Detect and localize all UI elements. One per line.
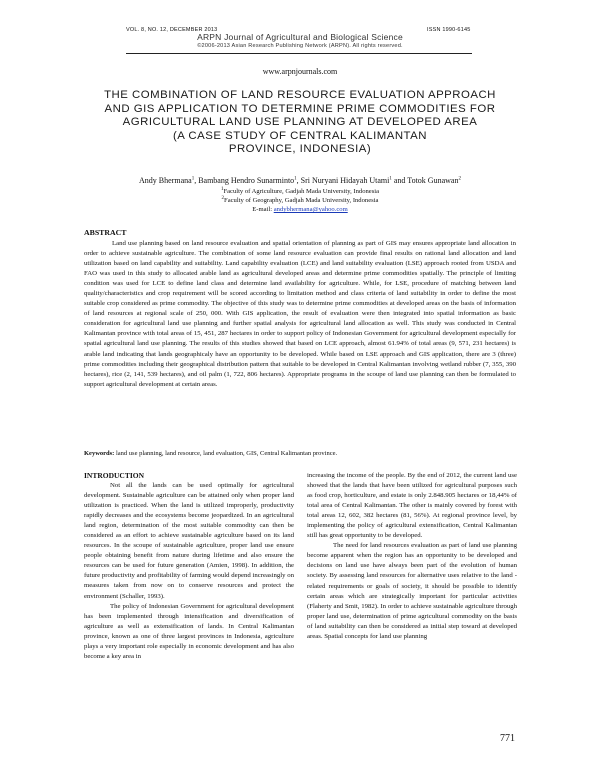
author-list (0, 176, 600, 185)
author-separator: , (296, 176, 301, 185)
journal-name: ARPN Journal of Agricultural and Biological Science (197, 32, 403, 42)
keywords-label: Keywords: (84, 450, 115, 457)
journal-website[interactable]: www.arpnjournals.com (262, 67, 338, 76)
title-line: AND GIS APPLICATION TO DETERMINE PRIME COMMODITIES FOR (104, 102, 496, 115)
paragraph: increasing the income of the people. By the end of 2012, the current land use showed that the lands that have been utilized for agricultural purposes such as food crop, horticulture, and estate is only 2.848.905 hectares or 18,44% of total area of Central Kalimantan. The other is mainly covered by forest with total areas 12, 602, 382 hectares (81, 56%). At regional province level, by implementing the policy of agricultural extensification, Central Kalimantan still has great opportunity to be developed. (307, 472, 517, 540)
affiliation-mark: 2 (221, 195, 225, 201)
author-affiliation-mark: 1 (389, 176, 392, 182)
copyright: ©2006-2013 Asian Research Publishing Network (ARPN). All rights reserved. (197, 43, 403, 49)
author-affiliation-mark: 1 (191, 176, 195, 182)
title-line: THE COMBINATION OF LAND RESOURCE EVALUATION APPROACH (104, 89, 496, 101)
email-label: E-mail: (252, 206, 274, 213)
introduction-heading: INTRODUCTION (84, 471, 145, 480)
keywords-text: land use planning, land resource, land evaluation, GIS, Central Kalimantan province. (114, 450, 338, 457)
keywords (84, 450, 516, 457)
paragraph: The need for land resources evaluation as part of land use planning become apparent when the region has an opportunity to be developed and decisions on land use have always been part of the evolution of human society. By assessing land resources for alternative uses relative to the land - related requirements or goals of society, it should be possible to identify certain areas which are strategically important for particular activities (Flaherty and Smit, 1982). In order to achieve sustainable agriculture through proper land use, determination of prime agricultural commodity on the basis of land suitability can then be considered as initial step toward at developed areas. Spatial concepts for land use planning (307, 542, 517, 640)
left-column (84, 471, 294, 662)
affiliation-text: Faculty of Agriculture, Gadjah Mada University, Indonesia (223, 188, 380, 195)
affiliation-text: Faculty of Geography, Gadjah Mada University, Indonesia (224, 197, 379, 204)
email-line (0, 206, 600, 213)
paragraph: The policy of Indonesian Government for agricultural development has been implemented through intensification and diversification of agriculture as well as extensification of lands. In Central Kalimantan province, known as one of three largest provinces in Indonesia, agriculture plays a very important role especially in economic development and has also become a key area in (84, 602, 294, 660)
title-line: PROVINCE, INDONESIA) (228, 143, 372, 155)
abstract-text: Land use planning based on land resource evaluation and spatial orientation of planning as part of GIS may ensures appropriate land allocation in order to achieve sustainable agriculture. The combination of some land resource evaluation can provide final results on rational land allocation and land utilization based on land capability and suitability. Land capability evaluation (LCE) and land suitability evaluation (LSE) approach rooted from USDA and FAO was used in this study to allocated arable land as agricultural developed areas and determine prime commodities spatially. The principle of limiting condition was used for LCE to define land class and determine land availability for agriculture. While, for LSE, procedure of matching between land quality/characteristics and crop requirement will be scored according to limitation method and class criteria of land suitability in order to define the most suitable crop considered as prime commodity. The objective of this study was to determine prime commodities at developed areas on the basis of information of land resources at regional scale of 250, 000. With GIS application, the result of evaluation were then integrated into spatial information as basic consideration for agricultural land use planning and further spatial analysis for agricultural land allocation as well. This study was conducted in Central Kalimantan province with total areas of 15, 451, 287 hectares in order to support policy of Indonesian Government for agricultural development especially for spatial agricultural land use planning. The results of this studies showed that based on LCE approach, almost 61.94% of total areas (9, 571, 231 hectares) is arable land indicating that lands geographicaly have an opportunity to be developed. While based on LSE approach and GIS application, there are 3 (three) prime commodities including their geographical distribution pattern that suitable to be developed in Central Kalimantan involving wetland rubber (7, 355, 390 hectares), rice (2, 141, 539 hectares), and oil palm (1, 722, 806 hectares). Appropriate programs in the scoupe of land use planning can then be formulated to support agricultural development at certain areas. (84, 240, 516, 388)
issn: ISSN 1990-6145 (427, 27, 471, 33)
author-name: Bambang Hendro Sunarminto (198, 176, 295, 185)
paper-title (60, 89, 540, 157)
author-affiliation-mark: 2 (458, 176, 461, 182)
title-line: AGRICULTURAL LAND USE PLANNING AT DEVELOPED AREA (122, 116, 478, 128)
title-line: (A CASE STUDY OF CENTRAL KALIMANTAN (172, 129, 427, 142)
page-number: 771 (500, 733, 515, 744)
author-name: Sri Nuryani Hidayah Utami (300, 176, 390, 185)
author-separator: , (194, 176, 199, 185)
email-link[interactable]: andybhermana@yahoo.com (273, 206, 348, 213)
affiliation (0, 188, 600, 195)
affiliation-mark: 1 (220, 186, 224, 192)
header-divider (126, 53, 472, 54)
right-column (307, 471, 517, 642)
author-affiliation-mark: 1 (294, 176, 297, 182)
author-name: Totok Gunawan (407, 176, 459, 185)
affiliation (0, 197, 600, 204)
paragraph: Not all the lands can be used optimally for agricultural development. Sustainable agriculture can be attained only when proper land utilization is practiced. When the land is utilized improperly, productivity rapidly decreases and the ecosystems become jeopardized. In an agricultural land region, determination of the most suitable commodity can then be considered as an effort to achieve sustainable agriculture based on its land resources. In the scoupe of sustainable agriculture, proper land use ensure people obtaining benefit from nature during lifetime and also ensure the resources can be used for future generation (Amien, 1998). In addition, the future productivity and profitability of farming would depend increasingly on measures taken from now on to conserve resources and protect the environment (Schaller, 1993). (84, 482, 294, 600)
abstract-heading: ABSTRACT (84, 228, 127, 237)
volume-info: VOL. 8, NO. 12, DECEMBER 2013 (126, 27, 218, 33)
author-name: Andy Bhermana (139, 176, 192, 185)
author-separator: and (391, 176, 408, 185)
